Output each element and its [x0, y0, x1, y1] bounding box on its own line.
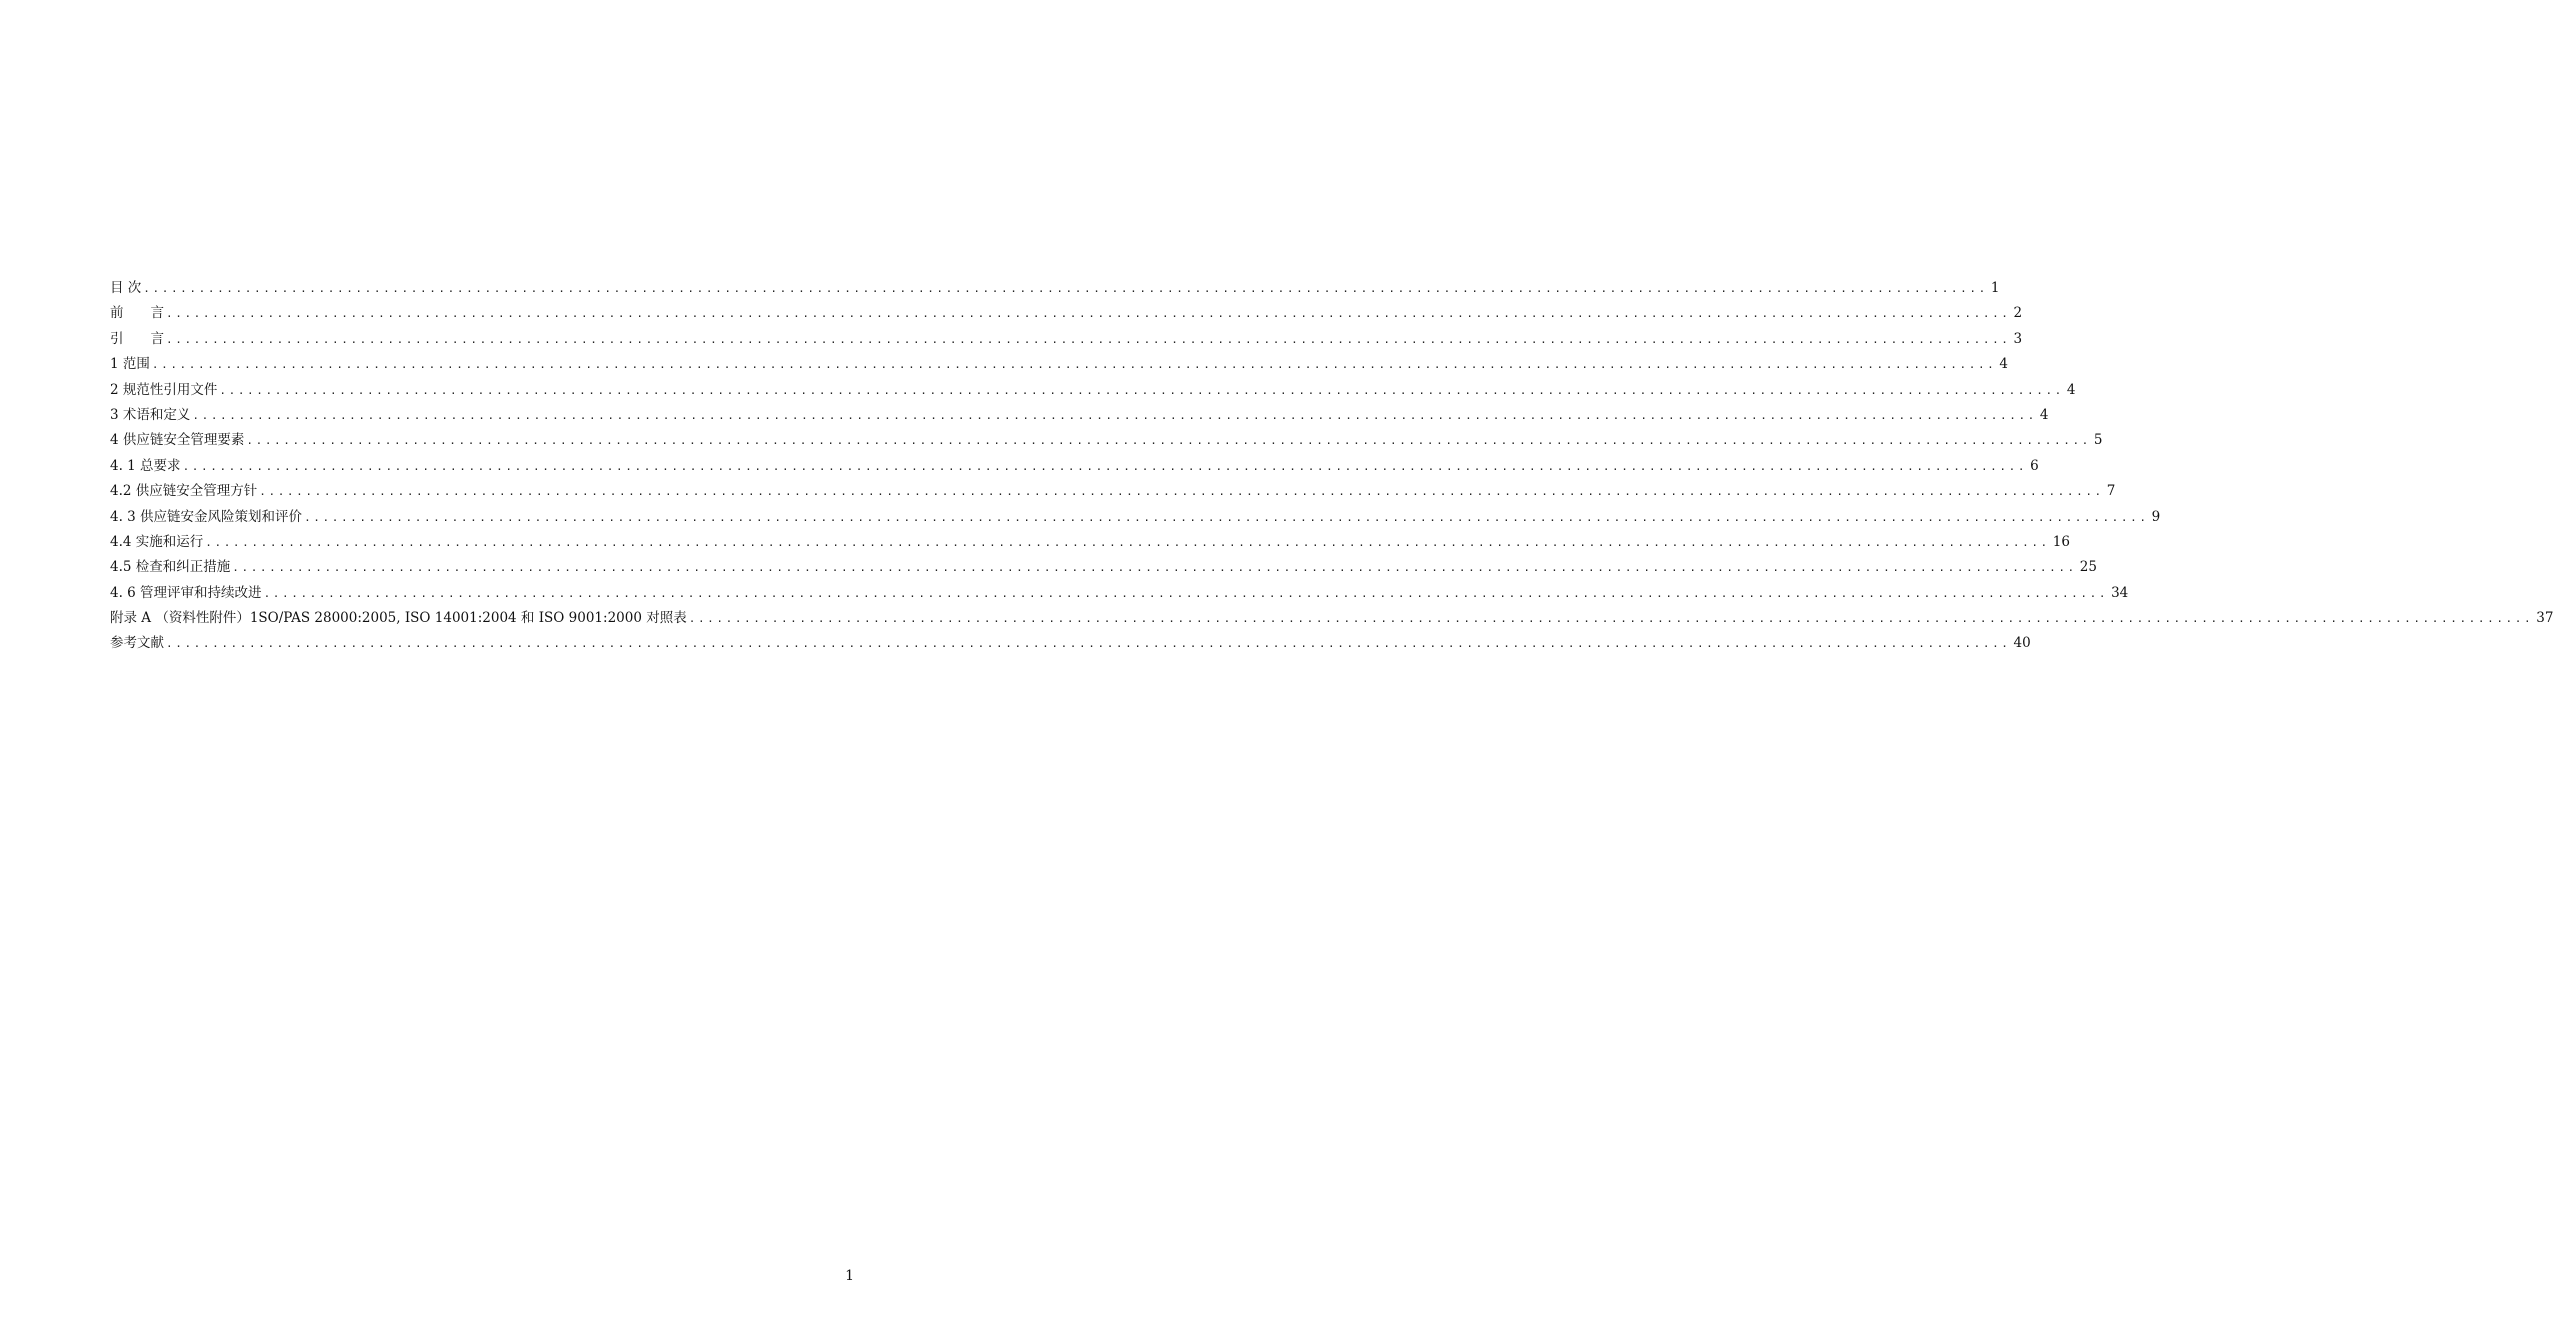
toc-entry[interactable]: [110, 378, 2076, 403]
toc-entry-page: 4: [2066, 381, 2076, 398]
toc-entry-title: 4.4 实施和运行: [110, 533, 204, 550]
toc-entry-page: 40: [2013, 635, 2031, 652]
toc-leader-dots: ........................................................................................................................................................................................................: [192, 408, 2037, 422]
toc-entry-title: 3 术语和定义: [110, 406, 191, 423]
toc-entry-page: 9: [2151, 508, 2161, 525]
toc-leader-dots: ........................................................................................................................................................................................................: [263, 586, 2109, 600]
toc-leader-dots: ........................................................................................................................................................................................................: [232, 561, 2077, 575]
toc-leader-dots: ........................................................................................................................................................................................................: [259, 485, 2104, 499]
toc-entry-page: 2: [2013, 305, 2023, 322]
toc-entry[interactable]: [110, 606, 2553, 631]
toc-entry[interactable]: [110, 403, 2049, 428]
toc-entry-title: 引 言: [110, 330, 164, 347]
toc-leader-dots: ........................................................................................................................................................................................................: [205, 535, 2050, 549]
toc-entry-title: 参考文献: [110, 635, 164, 652]
toc-leader-dots: ........................................................................................................................................................................................................: [219, 383, 2064, 397]
toc-entry-page: 4: [2039, 406, 2049, 423]
toc-entry-title: 4.5 检查和纠正措施: [110, 559, 231, 576]
toc-entry[interactable]: [110, 454, 2039, 479]
toc-entry[interactable]: [110, 555, 2097, 580]
page-number: 1: [845, 1268, 854, 1284]
toc-leader-dots: ........................................................................................................................................................................................................: [246, 434, 2091, 448]
toc-entry-page: 25: [2079, 559, 2097, 576]
toc-entry-title: 1 范围: [110, 356, 150, 373]
toc-entry-page: 37: [2536, 610, 2553, 627]
toc-entry-title: 目 次: [110, 280, 142, 296]
toc-leader-dots: ........................................................................................................................................................................................................: [304, 510, 2149, 524]
toc-entry-page: 1: [1990, 280, 2000, 296]
toc-entry-page: 7: [2106, 483, 2116, 500]
toc-entry[interactable]: [110, 581, 2129, 606]
toc-entry-title: 4 供应链安全管理要素: [110, 432, 245, 449]
toc-entry-page: 4: [1999, 356, 2008, 373]
toc-entry-page: 3: [2013, 330, 2023, 347]
toc-entry[interactable]: [110, 530, 2070, 555]
toc-entry-title: 附录 A （资料性附件）1SO/PAS 28000:2005, ISO 14001:2004 和 ISO 9001:2000 对照表: [110, 610, 687, 627]
toc-entry-page: 5: [2093, 432, 2103, 449]
toc-leader-dots: ........................................................................................................................................................................................................: [166, 637, 2011, 651]
toc-leader-dots: ........................................................................................................................................................................................................: [151, 358, 1997, 372]
toc-entry-title: 4. 3 供应链安金风险策划和评价: [110, 508, 303, 525]
toc-entry[interactable]: [110, 428, 2103, 453]
toc-entry-title: 4. 6 管理评审和持续改进: [110, 584, 262, 601]
toc-leader-dots: ........................................................................................................................................................................................................: [166, 332, 2011, 346]
toc-leader-dots: ........................................................................................................................................................................................................: [182, 459, 2028, 473]
toc-entry-page: 34: [2111, 584, 2129, 601]
toc-entry-title: 4.2 供应链安全管理方针: [110, 483, 258, 500]
toc-entry[interactable]: [110, 301, 2023, 326]
toc-entry-title: 4. 1 总要求: [110, 457, 181, 474]
toc-entry[interactable]: [110, 276, 2000, 301]
toc-entry[interactable]: [110, 327, 2023, 352]
toc-entry-title: 前 言: [110, 305, 164, 322]
toc-entry-page: 16: [2052, 533, 2070, 550]
toc-entry-page: 6: [2030, 457, 2039, 474]
toc-leader-dots: ........................................................................................................................................................................................................: [143, 282, 1988, 295]
toc-entry[interactable]: [110, 631, 2031, 656]
toc-leader-dots: ........................................................................................................................................................................................................: [166, 307, 2011, 321]
toc-entry-title: 2 规范性引用文件: [110, 381, 218, 398]
table-of-contents: [110, 276, 2553, 657]
toc-leader-dots: ........................................................................................................................................................................................................: [688, 612, 2534, 626]
toc-entry[interactable]: [110, 505, 2161, 530]
toc-entry[interactable]: [110, 352, 2008, 377]
toc-entry[interactable]: [110, 479, 2116, 504]
